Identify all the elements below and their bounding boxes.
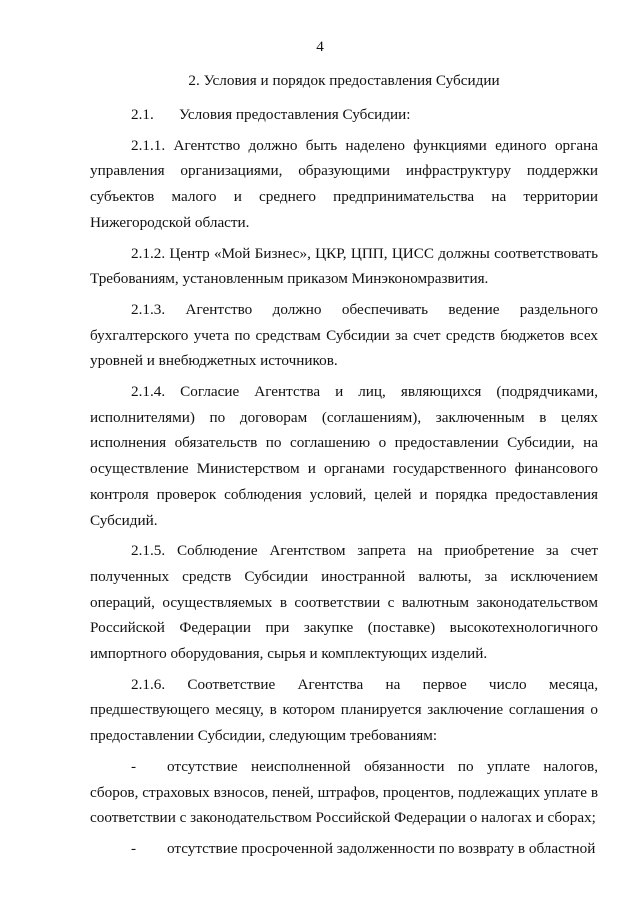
page-number: 4 xyxy=(316,38,324,55)
bullet-text: отсутствие просроченной задолженности по возврату в областной xyxy=(167,839,596,857)
bullet-item xyxy=(90,836,598,862)
subsection-title: Условия предоставления Субсидии: xyxy=(179,106,411,123)
clause-2-1-5: 2.1.5. Соблюдение Агентством запрета на приобретение за счет полученных средств Субсидии иностранной валюты, за исключением операций, осуществляемых в соответствии с валютным законодательством Российской Федерации при закупке (поставке) высокотехнологичного импортного оборудования, сырья и комплектующих изделий. xyxy=(90,542,598,663)
subsection-heading xyxy=(131,102,598,128)
subsection-number: 2.1. xyxy=(131,106,154,123)
bullet-item xyxy=(90,754,598,831)
clause-2-1-6: 2.1.6. Соответствие Агентства на первое число месяца, предшествующего месяцу, в котором планируется заключение соглашения о предоставлении Субсидии, следующим требованиям: xyxy=(90,675,598,745)
bullet-marker: - xyxy=(131,757,137,775)
bullet-marker: - xyxy=(131,839,137,857)
clause-2-1-3: 2.1.3. Агентство должно обеспечивать ведение раздельного бухгалтерского учета по средствам Субсидии за счет средств бюджетов всех уровней и внебюджетных источников. xyxy=(90,300,598,370)
document-body xyxy=(90,102,598,862)
section-title: 2. Условия и порядок предоставления Субсидии xyxy=(188,72,500,89)
bullet-text: отсутствие неисполненной обязанности по уплате налогов, сборов, страховых взносов, пеней, штрафов, процентов, подлежащих уплате в соответствии с законодательством Российской Федерации о налогах и сборах; xyxy=(90,757,598,827)
clause-2-1-4: 2.1.4. Согласие Агентства и лиц, являющихся (подрядчиками, исполнителями) по договорам (соглашениям), заключенным в целях исполнения обязательств по соглашению о предоставлении Субсидии, на осуществление Министерством и органами государственного финансового контроля проверок соблюдения условий, целей и порядка предоставления Субсидий. xyxy=(90,383,598,529)
clause-2-1-1: 2.1.1. Агентство должно быть наделено функциями единого органа управления организациями, образующими инфраструктуру поддержки субъектов малого и среднего предпринимательства на территории Нижегородской области. xyxy=(90,136,598,231)
clause-2-1-2: 2.1.2. Центр «Мой Бизнес», ЦКР, ЦПП, ЦИСС должны соответствовать Требованиям, установленным приказом Минэкономразвития. xyxy=(90,244,598,288)
